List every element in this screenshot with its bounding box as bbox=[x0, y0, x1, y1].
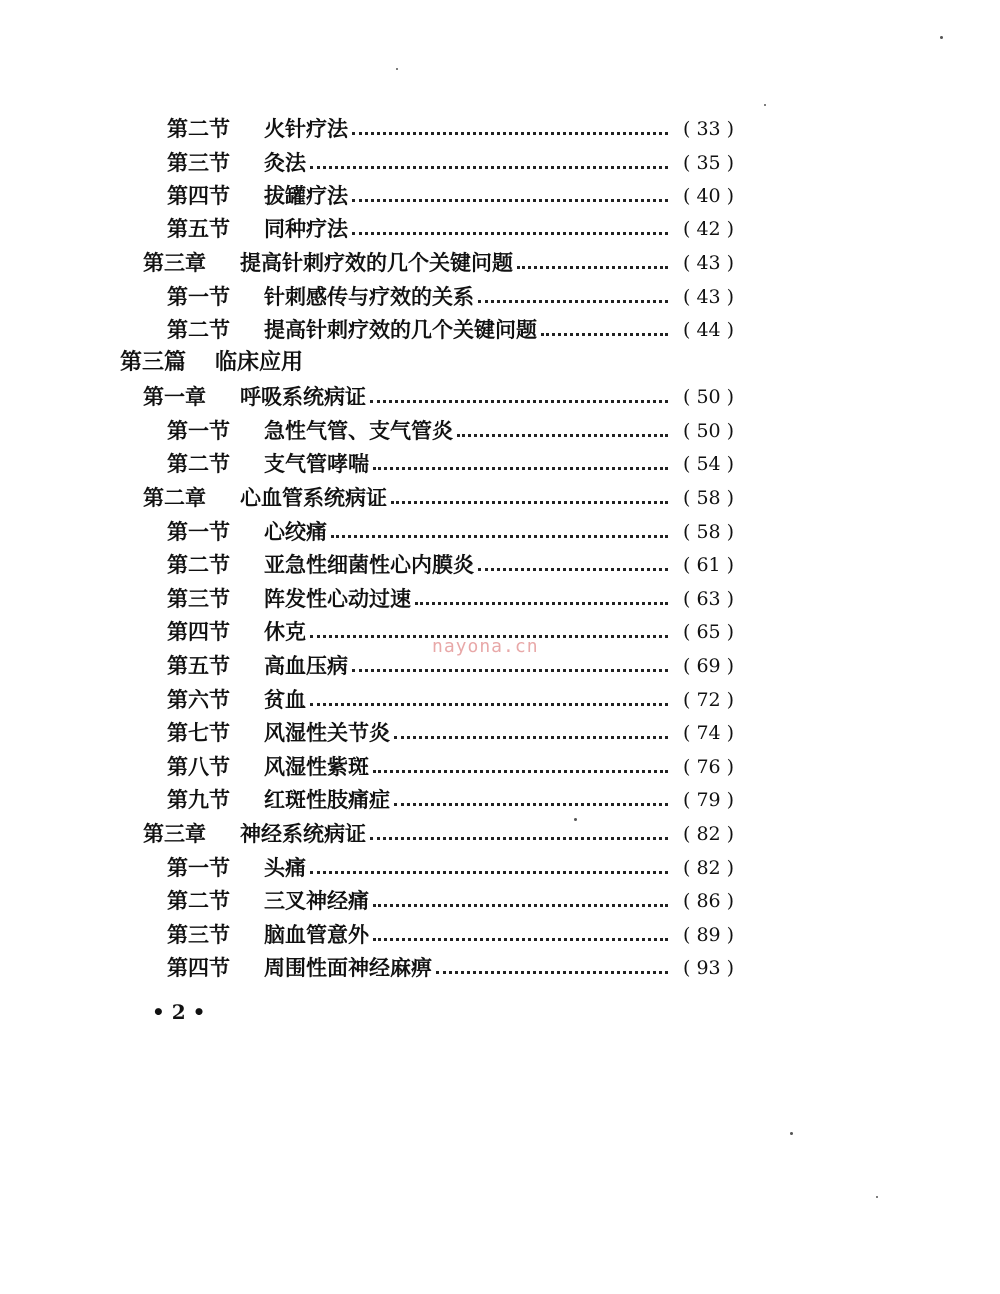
entry-title: 风湿性关节炎 bbox=[264, 720, 390, 745]
dot-leader bbox=[310, 166, 668, 169]
entry-page-number: ( 42 ) bbox=[683, 218, 735, 240]
entry-title: 风湿性紫斑 bbox=[264, 754, 369, 779]
entry-page-number: ( 72 ) bbox=[683, 689, 735, 711]
entry-page-number: ( 76 ) bbox=[683, 756, 735, 778]
dot-leader bbox=[370, 400, 668, 403]
entry-label: 第二章 bbox=[143, 485, 206, 510]
entry-label: 第一节 bbox=[167, 418, 230, 443]
entry-title: 高血压病 bbox=[264, 653, 348, 678]
entry-title: 脑血管意外 bbox=[264, 922, 369, 947]
entry-label: 第三节 bbox=[167, 922, 230, 947]
entry-label: 第三节 bbox=[167, 586, 230, 611]
entry-title: 呼吸系统病证 bbox=[240, 384, 366, 409]
dot-leader bbox=[541, 333, 668, 336]
entry-label: 第四节 bbox=[167, 619, 230, 644]
scan-speck bbox=[574, 818, 577, 821]
entry-page-number: ( 79 ) bbox=[683, 789, 735, 811]
scan-speck bbox=[876, 1196, 878, 1198]
entry-label: 第三章 bbox=[143, 250, 206, 275]
scan-speck bbox=[790, 1132, 793, 1135]
entry-page-number: ( 54 ) bbox=[683, 453, 735, 475]
entry-page-number: ( 61 ) bbox=[683, 554, 735, 576]
entry-label: 第一章 bbox=[143, 384, 206, 409]
dot-leader bbox=[415, 602, 668, 605]
entry-label: 第三章 bbox=[143, 821, 206, 846]
entry-title: 周围性面神经麻痹 bbox=[264, 955, 432, 980]
entry-page-number: ( 86 ) bbox=[683, 890, 735, 912]
entry-label: 第二节 bbox=[167, 552, 230, 577]
part-label: 第三篇 bbox=[120, 350, 187, 375]
entry-page-number: ( 44 ) bbox=[683, 319, 735, 341]
entry-page-number: ( 74 ) bbox=[683, 722, 735, 744]
entry-title: 神经系统病证 bbox=[240, 821, 366, 846]
entry-title: 针刺感传与疗效的关系 bbox=[264, 284, 474, 309]
entry-page-number: ( 93 ) bbox=[683, 957, 735, 979]
dot-leader bbox=[310, 871, 668, 874]
entry-title: 拔罐疗法 bbox=[264, 183, 348, 208]
entry-label: 第二节 bbox=[167, 451, 230, 476]
scan-speck bbox=[764, 104, 766, 106]
dot-leader bbox=[394, 736, 668, 739]
entry-title: 同种疗法 bbox=[264, 216, 348, 241]
entry-label: 第九节 bbox=[167, 787, 230, 812]
entry-label: 第五节 bbox=[167, 653, 230, 678]
dot-leader bbox=[373, 938, 668, 941]
dot-leader bbox=[457, 434, 668, 437]
entry-label: 第八节 bbox=[167, 754, 230, 779]
watermark: nayona.cn bbox=[432, 636, 539, 657]
entry-page-number: ( 43 ) bbox=[683, 286, 735, 308]
dot-leader bbox=[478, 300, 668, 303]
part-title: 临床应用 bbox=[215, 350, 304, 375]
dot-leader bbox=[370, 837, 668, 840]
entry-label: 第二节 bbox=[167, 888, 230, 913]
entry-title: 灸法 bbox=[264, 150, 306, 175]
entry-title: 亚急性细菌性心内膜炎 bbox=[264, 552, 474, 577]
entry-page-number: ( 82 ) bbox=[683, 823, 735, 845]
entry-page-number: ( 89 ) bbox=[683, 924, 735, 946]
entry-title: 心血管系统病证 bbox=[240, 485, 387, 510]
entry-label: 第二节 bbox=[167, 317, 230, 342]
entry-title: 头痛 bbox=[264, 855, 306, 880]
entry-title: 火针疗法 bbox=[264, 116, 348, 141]
entry-page-number: ( 40 ) bbox=[683, 185, 735, 207]
entry-label: 第三节 bbox=[167, 150, 230, 175]
entry-label: 第二节 bbox=[167, 116, 230, 141]
entry-label: 第七节 bbox=[167, 720, 230, 745]
dot-leader bbox=[373, 467, 668, 470]
entry-page-number: ( 65 ) bbox=[683, 621, 735, 643]
entry-title: 三叉神经痛 bbox=[264, 888, 369, 913]
entry-title: 贫血 bbox=[264, 687, 306, 712]
entry-label: 第四节 bbox=[167, 183, 230, 208]
entry-page-number: ( 58 ) bbox=[683, 521, 735, 543]
entry-page-number: ( 63 ) bbox=[683, 588, 735, 610]
entry-page-number: ( 33 ) bbox=[683, 118, 735, 140]
dot-leader bbox=[310, 703, 668, 706]
entry-title: 支气管哮喘 bbox=[264, 451, 369, 476]
entry-label: 第一节 bbox=[167, 519, 230, 544]
dot-leader bbox=[373, 904, 668, 907]
dot-leader bbox=[352, 132, 668, 135]
dot-leader bbox=[352, 669, 668, 672]
dot-leader bbox=[394, 803, 668, 806]
page-number: • 2 • bbox=[152, 1000, 206, 1024]
entry-title: 提高针刺疗效的几个关键问题 bbox=[240, 250, 513, 275]
dot-leader bbox=[478, 568, 668, 571]
entry-page-number: ( 43 ) bbox=[683, 252, 735, 274]
entry-title: 心绞痛 bbox=[264, 519, 327, 544]
dot-leader bbox=[436, 971, 668, 974]
entry-page-number: ( 69 ) bbox=[683, 655, 735, 677]
entry-page-number: ( 50 ) bbox=[683, 386, 735, 408]
dot-leader bbox=[331, 535, 668, 538]
entry-title: 急性气管、支气管炎 bbox=[264, 418, 453, 443]
dot-leader bbox=[373, 770, 668, 773]
entry-page-number: ( 35 ) bbox=[683, 152, 735, 174]
scan-speck bbox=[396, 68, 398, 70]
entry-label: 第六节 bbox=[167, 687, 230, 712]
entry-page-number: ( 50 ) bbox=[683, 420, 735, 442]
entry-label: 第四节 bbox=[167, 955, 230, 980]
dot-leader bbox=[517, 266, 668, 269]
entry-page-number: ( 82 ) bbox=[683, 857, 735, 879]
dot-leader bbox=[352, 232, 668, 235]
entry-title: 休克 bbox=[264, 619, 306, 644]
entry-page-number: ( 58 ) bbox=[683, 487, 735, 509]
entry-label: 第一节 bbox=[167, 855, 230, 880]
scan-speck bbox=[940, 36, 943, 39]
entry-title: 提高针刺疗效的几个关键问题 bbox=[264, 317, 537, 342]
dot-leader bbox=[352, 199, 668, 202]
dot-leader bbox=[391, 501, 668, 504]
entry-title: 阵发性心动过速 bbox=[264, 586, 411, 611]
entry-title: 红斑性肢痛症 bbox=[264, 787, 390, 812]
part-heading bbox=[120, 346, 304, 380]
entry-label: 第一节 bbox=[167, 284, 230, 309]
entry-label: 第五节 bbox=[167, 216, 230, 241]
